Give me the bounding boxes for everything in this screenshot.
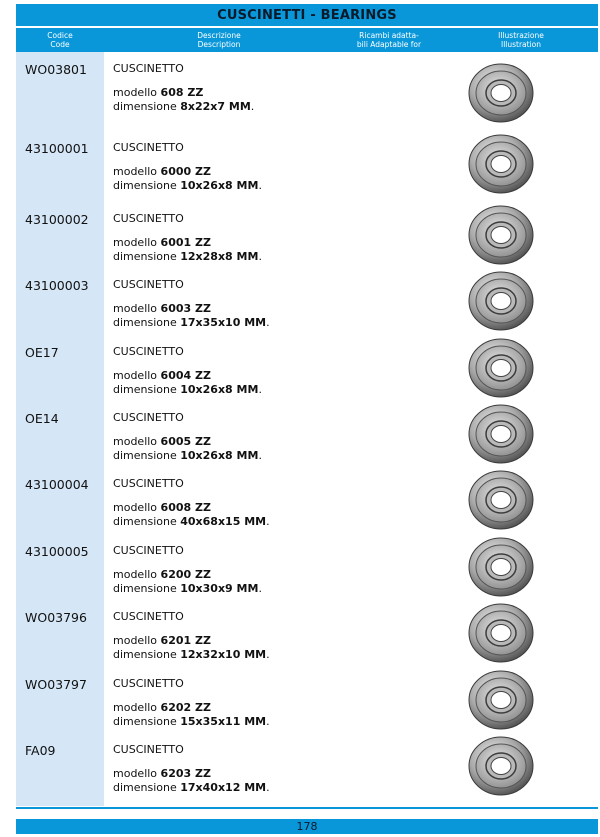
product-row <box>16 268 598 334</box>
model-label: modello <box>113 767 158 780</box>
table-header <box>16 28 598 52</box>
model-value: 6202 ZZ <box>160 701 211 714</box>
model-label: modello <box>113 86 158 99</box>
product-name: CUSCINETTO <box>113 141 184 154</box>
product-row <box>16 534 598 600</box>
product-code: WO03796 <box>25 610 87 625</box>
product-dimension-line: dimensione 10x26x8 MM. <box>113 449 262 462</box>
dimension-label: dimensione <box>113 582 177 595</box>
header-code-en: Code <box>50 40 70 49</box>
dimension-label: dimensione <box>113 515 177 528</box>
model-label: modello <box>113 634 158 647</box>
dimension-label: dimensione <box>113 316 177 329</box>
model-label: modello <box>113 369 158 382</box>
page-footer <box>16 819 598 834</box>
model-value: 6200 ZZ <box>160 568 211 581</box>
model-label: modello <box>113 501 158 514</box>
product-dimension-line: dimensione 10x26x8 MM. <box>113 383 262 396</box>
model-label: modello <box>113 236 158 249</box>
model-label: modello <box>113 701 158 714</box>
product-model-line <box>113 435 211 448</box>
product-dimension-line: dimensione 8x22x7 MM. <box>113 100 255 113</box>
product-code: OE14 <box>25 411 59 426</box>
dimension-value: 15x35x11 MM <box>180 715 267 728</box>
product-model-line <box>113 501 211 514</box>
product-name: CUSCINETTO <box>113 544 184 557</box>
model-label: modello <box>113 435 158 448</box>
product-code: 43100005 <box>25 544 89 559</box>
bearing-illustration <box>464 600 538 664</box>
model-value: 608 ZZ <box>160 86 204 99</box>
bearing-illustration <box>464 667 538 731</box>
bearing-illustration <box>464 401 538 465</box>
product-name: CUSCINETTO <box>113 411 184 424</box>
dimension-label: dimensione <box>113 250 177 263</box>
bearing-illustration <box>464 733 538 797</box>
bearing-illustration <box>464 268 538 332</box>
product-name: CUSCINETTO <box>113 743 184 756</box>
header-code <box>16 31 104 49</box>
product-name: CUSCINETTO <box>113 345 184 358</box>
bearing-illustration <box>464 335 538 399</box>
product-name: CUSCINETTO <box>113 477 184 490</box>
page-number: 178 <box>296 820 318 833</box>
product-model-line <box>113 165 211 178</box>
product-name: CUSCINETTO <box>113 677 184 690</box>
product-model-line <box>113 634 211 647</box>
bearing-illustration <box>464 467 538 531</box>
model-value: 6003 ZZ <box>160 302 211 315</box>
product-code: OE17 <box>25 345 59 360</box>
bearing-illustration <box>464 534 538 598</box>
header-adaptable-line1: Ricambi adatta- <box>359 31 419 40</box>
catalog-title: CUSCINETTI - BEARINGS <box>16 4 598 26</box>
product-name: CUSCINETTO <box>113 610 184 623</box>
header-adaptable <box>334 31 444 49</box>
product-dimension-line: dimensione 40x68x15 MM. <box>113 515 270 528</box>
dimension-label: dimensione <box>113 648 177 661</box>
product-dimension-line: dimensione 17x35x10 MM. <box>113 316 270 329</box>
product-model-line <box>113 767 211 780</box>
product-name: CUSCINETTO <box>113 212 184 225</box>
dimension-value: 10x26x8 MM <box>180 179 259 192</box>
model-value: 6008 ZZ <box>160 501 211 514</box>
model-label: modello <box>113 302 158 315</box>
product-code: 43100001 <box>25 141 89 156</box>
product-code: 43100004 <box>25 477 89 492</box>
dimension-value: 10x26x8 MM <box>180 449 259 462</box>
dimension-value: 17x35x10 MM <box>180 316 267 329</box>
dimension-value: 8x22x7 MM <box>180 100 251 113</box>
product-dimension-line: dimensione 10x30x9 MM. <box>113 582 262 595</box>
product-name: CUSCINETTO <box>113 62 184 75</box>
model-value: 6005 ZZ <box>160 435 211 448</box>
product-code: WO03801 <box>25 62 87 77</box>
product-row <box>16 335 598 401</box>
dimension-value: 12x32x10 MM <box>180 648 267 661</box>
header-description <box>104 31 334 49</box>
product-row <box>16 401 598 467</box>
product-code: 43100002 <box>25 212 89 227</box>
product-model-line <box>113 86 203 99</box>
dimension-label: dimensione <box>113 449 177 462</box>
header-illustration <box>444 31 598 49</box>
dimension-value: 12x28x8 MM <box>180 250 259 263</box>
product-dimension-line: dimensione 17x40x12 MM. <box>113 781 270 794</box>
header-description-it: Descrizione <box>197 31 241 40</box>
dimension-label: dimensione <box>113 383 177 396</box>
model-value: 6000 ZZ <box>160 165 211 178</box>
product-code: WO03797 <box>25 677 87 692</box>
product-code: 43100003 <box>25 278 89 293</box>
product-model-line <box>113 236 211 249</box>
model-label: modello <box>113 165 158 178</box>
product-dimension-line: dimensione 10x26x8 MM. <box>113 179 262 192</box>
header-illustration-it: Illustrazione <box>498 31 544 40</box>
product-dimension-line: dimensione 12x32x10 MM. <box>113 648 270 661</box>
product-row <box>16 600 598 666</box>
product-row <box>16 131 598 197</box>
table-bottom-divider <box>16 807 598 809</box>
bearing-illustration <box>464 131 538 195</box>
product-model-line <box>113 302 211 315</box>
model-value: 6001 ZZ <box>160 236 211 249</box>
product-code: FA09 <box>25 743 56 758</box>
dimension-value: 10x30x9 MM <box>180 582 259 595</box>
dimension-label: dimensione <box>113 715 177 728</box>
header-illustration-en: Illustration <box>500 40 542 49</box>
product-row <box>16 467 598 533</box>
product-row <box>16 202 598 268</box>
product-row <box>16 733 598 799</box>
bearing-illustration <box>464 202 538 266</box>
dimension-label: dimensione <box>113 781 177 794</box>
dimension-value: 10x26x8 MM <box>180 383 259 396</box>
header-adaptable-line2: bili Adaptable for <box>356 40 422 49</box>
product-model-line <box>113 568 211 581</box>
product-model-line <box>113 701 211 714</box>
header-description-en: Description <box>197 40 241 49</box>
bearing-illustration <box>464 60 538 124</box>
product-list <box>16 52 598 806</box>
model-value: 6201 ZZ <box>160 634 211 647</box>
product-name: CUSCINETTO <box>113 278 184 291</box>
dimension-label: dimensione <box>113 100 177 113</box>
product-dimension-line: dimensione 12x28x8 MM. <box>113 250 262 263</box>
header-code-it: Codice <box>47 31 73 40</box>
product-row <box>16 667 598 733</box>
product-dimension-line: dimensione 15x35x11 MM. <box>113 715 270 728</box>
model-value: 6004 ZZ <box>160 369 211 382</box>
product-model-line <box>113 369 211 382</box>
product-row <box>16 52 598 118</box>
dimension-value: 17x40x12 MM <box>180 781 267 794</box>
model-label: modello <box>113 568 158 581</box>
dimension-value: 40x68x15 MM <box>180 515 267 528</box>
dimension-label: dimensione <box>113 179 177 192</box>
model-value: 6203 ZZ <box>160 767 211 780</box>
